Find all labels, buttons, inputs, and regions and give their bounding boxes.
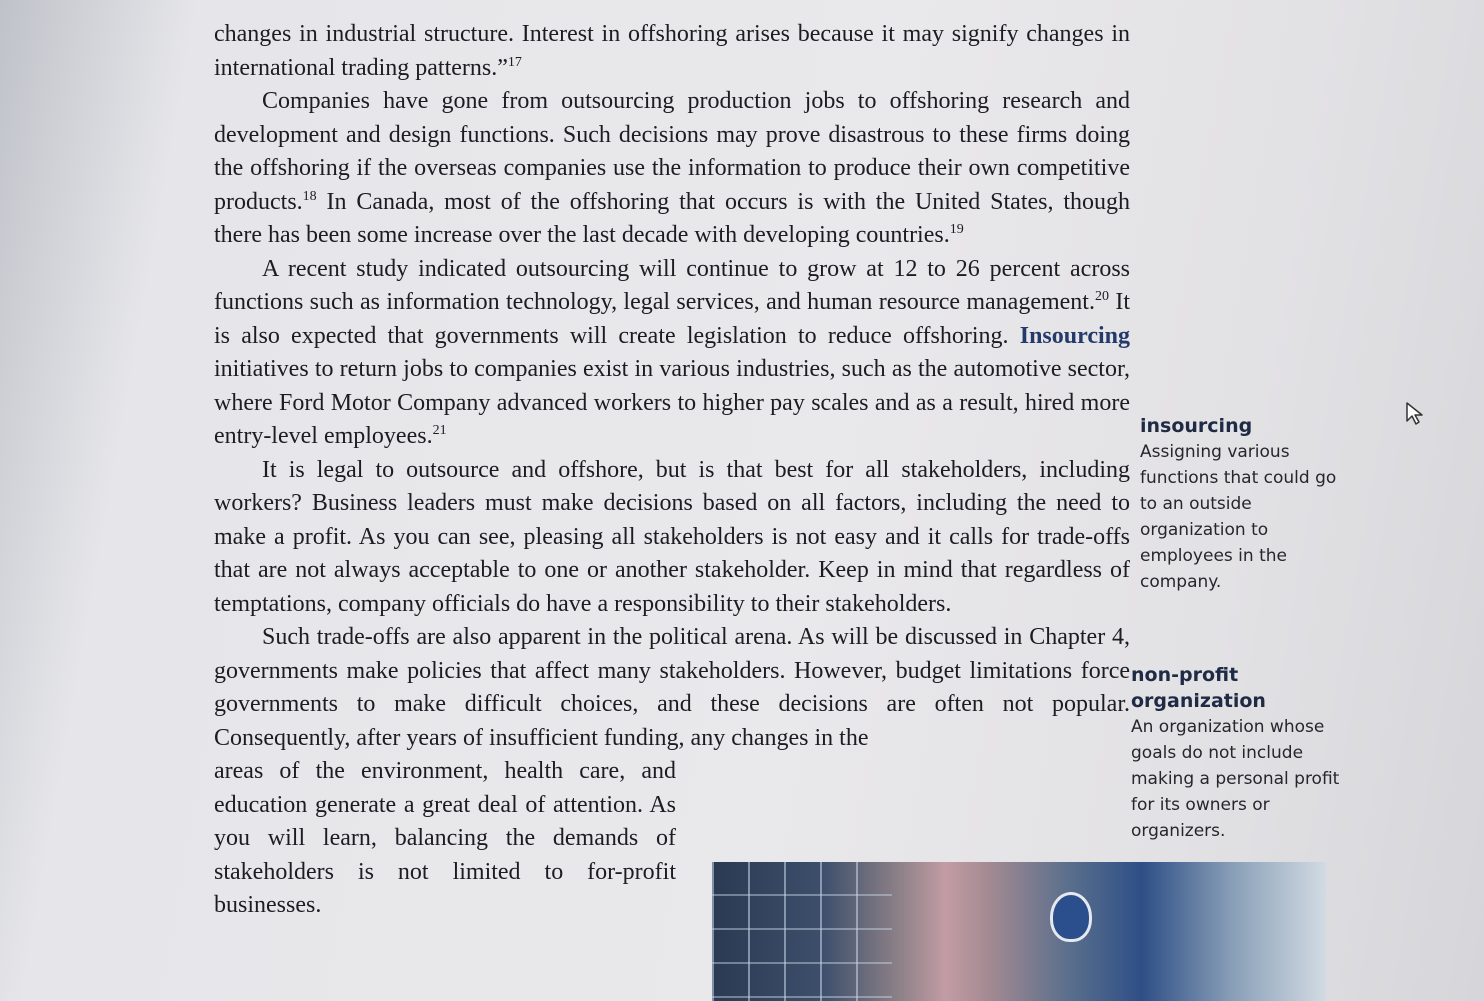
footnote-ref-21: 21 bbox=[432, 423, 447, 438]
emblem-icon bbox=[1050, 892, 1092, 942]
paragraph-4: It is legal to outsource and offshore, but is that best for all stakeholders, including workers? Business leaders must make decisions based on all factors, including the need to make a profit. As you can see, pleasing all stakeholders is not easy and it calls for trade-offs that are not always acceptable to one or another stakeholder. Keep in mind that regardless of temptations, company officials do have a responsibility to their stakeholders. bbox=[214, 456, 1130, 617]
paragraph-5-continued: areas of the environment, health care, and education generate a great deal of attention. As you will learn, balancing the demands of stakeholders is not limited to for-profit businesses. bbox=[214, 758, 676, 918]
footnote-ref-19: 19 bbox=[949, 222, 964, 237]
glossary-non-profit-organization bbox=[1131, 662, 1341, 844]
footnote-ref-18: 18 bbox=[302, 188, 317, 204]
glossary-term: insourcing bbox=[1140, 415, 1253, 437]
keyword-insourcing: Insourcing bbox=[1019, 322, 1130, 349]
paragraph-3-text-a: A recent study indicated outsourcing will continue to grow at 12 to 26 percent across functions such as information technology, legal services, and human resource management. bbox=[214, 255, 1130, 315]
paragraph-1 bbox=[214, 18, 1130, 85]
paragraph-3-text-c: initiatives to return jobs to companies exist in various industries, such as the automotive sector, where Ford Motor Company advanced workers to higher pay scales and as a result, hired more entry-level employees. bbox=[214, 356, 1130, 449]
paragraph-2-text-b: In Canada, most of the offshoring that occurs is with the United States, though there has been some increase over the last decade with developing countries. bbox=[214, 188, 1130, 248]
footnote-ref-20: 20 bbox=[1094, 289, 1109, 304]
paragraph-1-text: changes in industrial structure. Interest in offshoring arises because it may signify changes in international trading patterns.” bbox=[214, 21, 1130, 81]
glossary-term: non-profit organization bbox=[1131, 664, 1266, 712]
glass-facade bbox=[712, 862, 892, 1001]
mouse-pointer-icon bbox=[1405, 401, 1425, 427]
paragraph-3 bbox=[214, 253, 1130, 454]
paragraph-2-text-a: Companies have gone from outsourcing production jobs to offshoring research and development and design functions. Such decisions may prove disastrous to these firms doing the offshoring if the overseas companies use the information to produce their own competitive products. bbox=[214, 88, 1130, 215]
glossary-definition: Assigning various functions that could go to an outside organization to employees in the company. bbox=[1140, 442, 1337, 592]
main-text-column bbox=[214, 18, 1130, 923]
building-photo bbox=[712, 862, 1326, 1001]
glossary-insourcing bbox=[1140, 413, 1350, 595]
paragraph-2 bbox=[214, 85, 1130, 253]
paragraph-3-text-b: It is also expected that governments will create legislation to reduce offshoring. bbox=[214, 289, 1130, 349]
footnote-ref-17: 17 bbox=[507, 54, 522, 70]
paragraph-5: Such trade-offs are also apparent in the political arena. As will be discussed in Chapter 4, governments make policies that affect many stakeholders. However, budget limitations force governments to make difficult choices, and these decisions are often not popular. Consequently, after years of insufficient funding, any changes in the bbox=[214, 624, 1130, 751]
glossary-definition: An organization whose goals do not include making a personal profit for its owners or organizers. bbox=[1131, 717, 1340, 841]
